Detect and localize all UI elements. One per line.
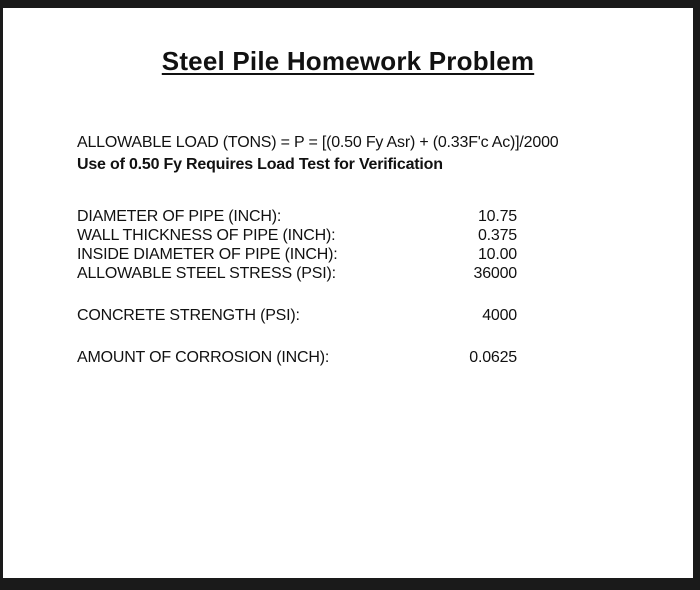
allowable-load-formula: ALLOWABLE LOAD (TONS) = P = [(0.50 Fy Asr) + (0.33F'c Ac)]/2000 (77, 134, 559, 151)
param-label: DIAMETER OF PIPE (INCH): (77, 208, 282, 225)
page-title: Steel Pile Homework Problem (161, 46, 535, 76)
param-value: 36000 (473, 265, 517, 282)
param-value: 10.00 (477, 246, 517, 263)
document-page (3, 8, 693, 578)
param-value: 0.375 (477, 227, 517, 244)
param-label: WALL THICKNESS OF PIPE (INCH): (77, 227, 336, 244)
param-label: CONCRETE STRENGTH (PSI): (77, 307, 300, 324)
param-label: INSIDE DIAMETER OF PIPE (INCH): (77, 246, 338, 263)
param-value: 4000 (482, 307, 517, 324)
param-label: AMOUNT OF CORROSION (INCH): (77, 349, 330, 366)
param-value: 10.75 (477, 208, 517, 225)
load-test-note: Use of 0.50 Fy Requires Load Test for Verification (77, 156, 443, 173)
param-value: 0.0625 (469, 349, 517, 366)
param-label: ALLOWABLE STEEL STRESS (PSI): (77, 265, 336, 282)
